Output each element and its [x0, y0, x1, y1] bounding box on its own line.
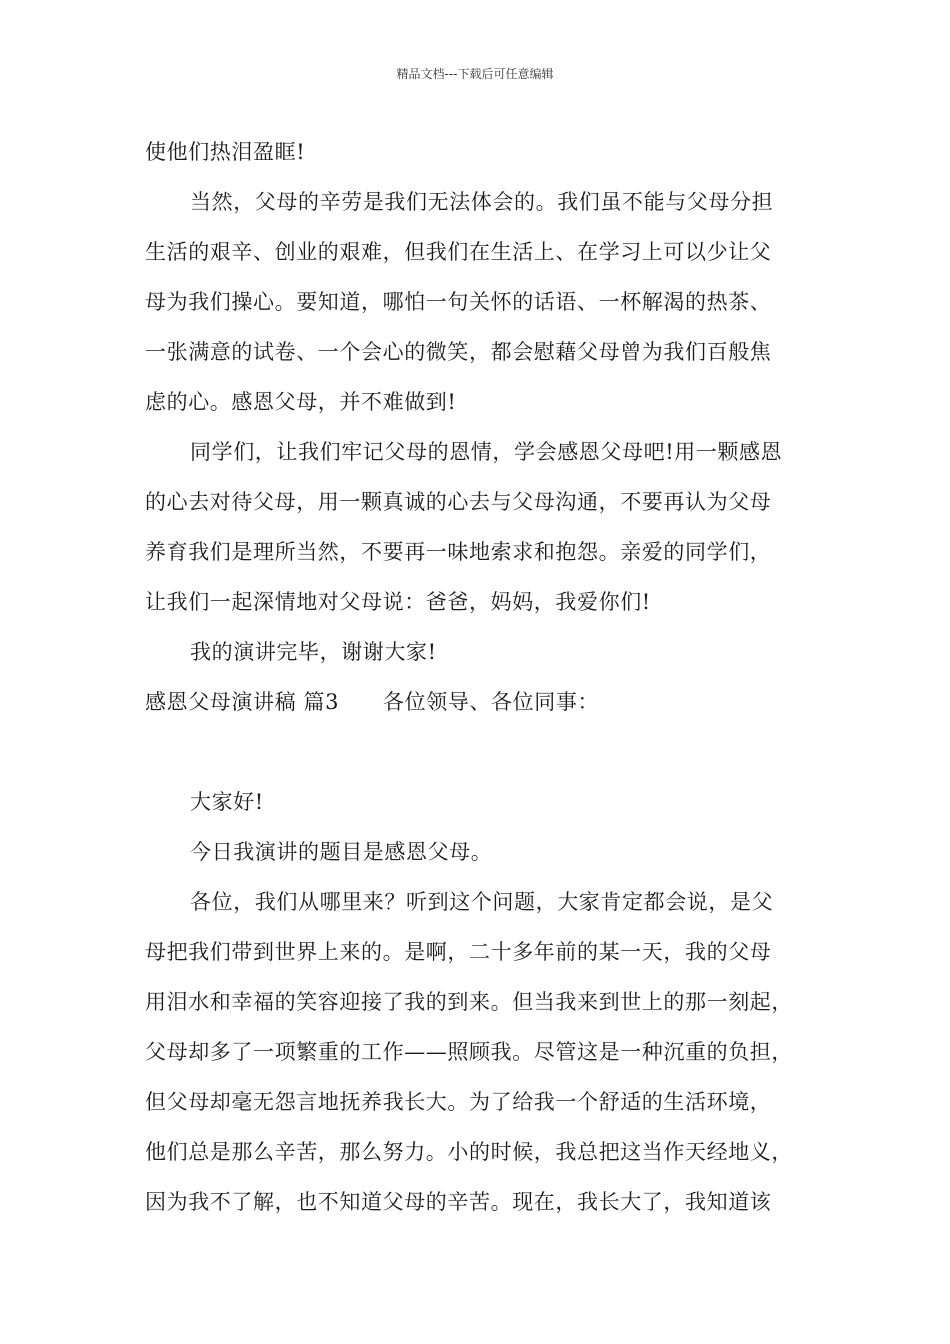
- text-line: 虑的心。感恩父母，并不难做到!: [145, 390, 457, 414]
- section-title-line: [145, 680, 825, 730]
- text-line: 但父母却毫无怨言地抚养我长大。为了给我一个舒适的生活环境，: [145, 1090, 772, 1114]
- page-header: 精品文档---下载后可任意编辑: [396, 67, 554, 81]
- text-line: 使他们热泪盈眶!: [145, 140, 306, 164]
- blank-line: [145, 730, 825, 780]
- paragraph-start: 大家好!: [190, 790, 264, 814]
- paragraph-start: 同学们，让我们牢记父母的恩情，学会感恩父母吧!用一颗感恩: [190, 440, 783, 464]
- paragraph-start: 今日我演讲的题目是感恩父母。: [190, 840, 493, 864]
- paragraph-start: 当然，父母的辛劳是我们无法体会的。我们虽不能与父母分担: [190, 190, 774, 214]
- text-line: 用泪水和幸福的笑容迎接了我的到来。但当我来到世上的那一刻起，: [145, 990, 793, 1014]
- text-line: 父母却多了一项繁重的工作——照顾我。尽管这是一种沉重的负担，: [145, 1040, 793, 1064]
- text-line: 母把我们带到世界上来的。是啊，二十多年前的某一天，我的父母: [145, 940, 772, 964]
- text-line: 生活的艰辛、创业的艰难，但我们在生活上、在学习上可以少让父: [145, 240, 772, 264]
- paragraph-start: 各位，我们从哪里来？听到这个问题，大家肯定都会说，是父: [190, 890, 774, 914]
- text-line: 他们总是那么辛苦，那么努力。小的时候，我总把这当作天经地义，: [145, 1140, 793, 1164]
- document-body: [145, 130, 825, 1230]
- text-line: 让我们一起深情地对父母说：爸爸，妈妈，我爱你们!: [145, 590, 651, 614]
- section-greeting: 各位领导、各位同事：: [383, 690, 600, 714]
- text-line: 因为我不了解，也不知道父母的辛苦。现在，我长大了，我知道该: [145, 1190, 772, 1214]
- text-line: 养育我们是理所当然，不要再一味地索求和抱怨。亲爱的同学们，: [145, 540, 772, 564]
- paragraph-start: 我的演讲完毕，谢谢大家!: [190, 640, 437, 664]
- section-title: 感恩父母演讲稿 篇3: [145, 690, 340, 714]
- text-line: 母为我们操心。要知道，哪怕一句关怀的话语、一杯解渴的热茶、: [145, 290, 772, 314]
- text-line: 的心去对待父母，用一颗真诚的心去与父母沟通，不要再认为父母: [145, 490, 772, 514]
- text-line: 一张满意的试卷、一个会心的微笑，都会慰藉父母曾为我们百般焦: [145, 340, 772, 364]
